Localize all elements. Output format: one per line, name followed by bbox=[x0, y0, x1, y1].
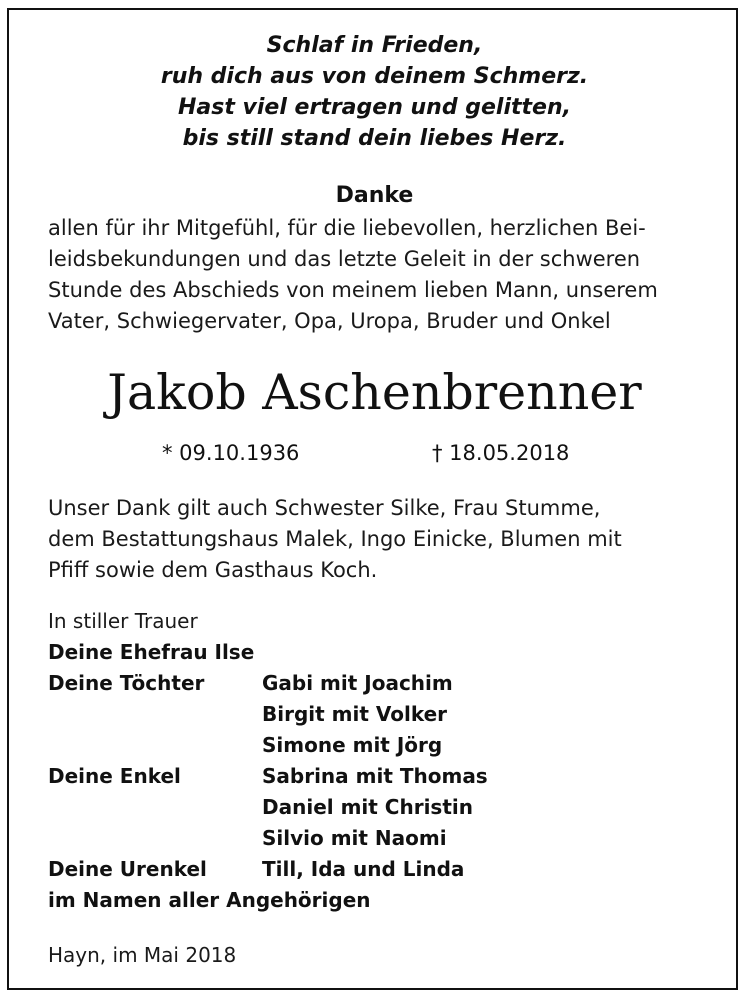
grandchildren-row bbox=[48, 823, 708, 854]
poem-line: Hast viel ertragen und gelitten, bbox=[178, 95, 571, 120]
grandchild-entry: Sabrina mit Thomas bbox=[262, 764, 488, 788]
mourners-list bbox=[48, 606, 708, 916]
daughters-row bbox=[48, 730, 708, 761]
thanks-line: Stunde des Abschieds von meinem lieben Mann, unserem bbox=[48, 278, 658, 302]
poem-line: ruh dich aus von deinem Schmerz. bbox=[160, 64, 589, 89]
daughters-label: Deine Töchter bbox=[48, 671, 205, 695]
great-grandchildren-row bbox=[48, 854, 708, 885]
daughters-row bbox=[48, 668, 708, 699]
spouse-line: Deine Ehefrau Ilse bbox=[48, 640, 255, 664]
birth-date: * 09.10.1936 bbox=[162, 441, 300, 465]
great-grandchildren-entry: Till, Ida und Linda bbox=[262, 857, 465, 881]
daughter-entry: Gabi mit Joachim bbox=[262, 671, 453, 695]
thanks-line: allen für ihr Mitgefühl, für die liebevollen, herzlichen Bei- bbox=[48, 216, 646, 240]
grandchildren-row bbox=[48, 761, 708, 792]
gratitude-line: Unser Dank gilt auch Schwester Silke, Frau Stumme, bbox=[48, 496, 601, 520]
gratitude-line: Pfiff sowie dem Gasthaus Koch. bbox=[48, 558, 378, 582]
poem-line: bis still stand dein liebes Herz. bbox=[182, 126, 567, 151]
thanks-heading: Danke bbox=[335, 183, 414, 208]
daughter-entry: Birgit mit Volker bbox=[262, 702, 448, 726]
great-grandchildren-label: Deine Urenkel bbox=[48, 857, 207, 881]
daughters-row bbox=[48, 699, 708, 730]
grandchild-entry: Silvio mit Naomi bbox=[262, 826, 447, 850]
grandchildren-row bbox=[48, 792, 708, 823]
death-date: † 18.05.2018 bbox=[432, 441, 570, 465]
gratitude-line: dem Bestattungshaus Malek, Ingo Einicke, Blumen mit bbox=[48, 527, 622, 551]
place-date: Hayn, im Mai 2018 bbox=[48, 943, 237, 967]
grandchild-entry: Daniel mit Christin bbox=[262, 795, 473, 819]
poem-line: Schlaf in Frieden, bbox=[266, 33, 483, 58]
thanks-paragraph bbox=[48, 213, 708, 337]
deceased-name: Jakob Aschenbrenner bbox=[107, 364, 642, 421]
gratitude-paragraph bbox=[48, 493, 708, 586]
thanks-line: Vater, Schwiegervater, Opa, Uropa, Bruder und Onkel bbox=[48, 309, 611, 333]
daughter-entry: Simone mit Jörg bbox=[262, 733, 443, 757]
thanks-line: leidsbekundungen und das letzte Geleit in der schweren bbox=[48, 247, 641, 271]
mourning-intro: In stiller Trauer bbox=[48, 609, 198, 633]
grandchildren-label: Deine Enkel bbox=[48, 764, 181, 788]
memorial-poem bbox=[0, 30, 749, 154]
relatives-line: im Namen aller Angehörigen bbox=[48, 888, 371, 912]
